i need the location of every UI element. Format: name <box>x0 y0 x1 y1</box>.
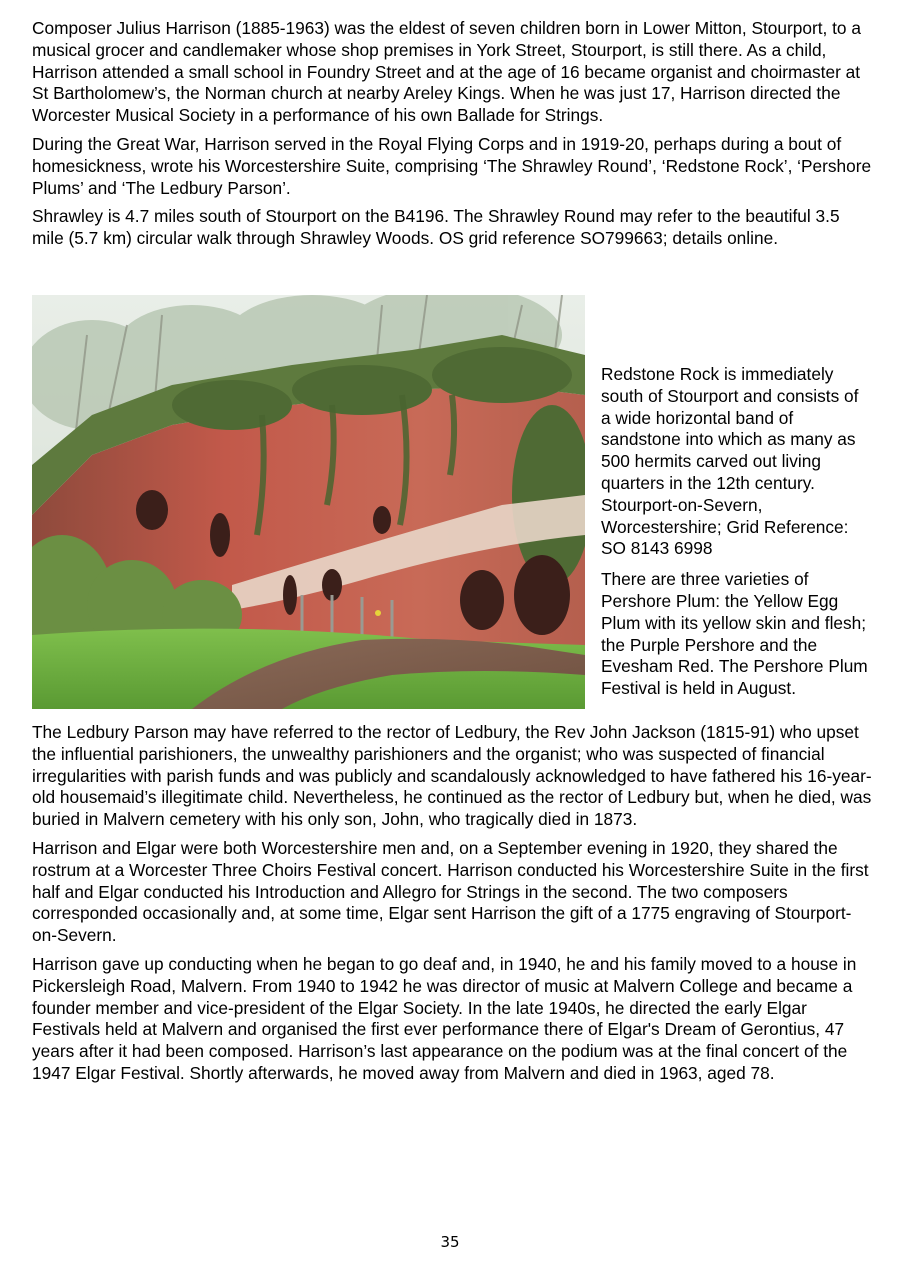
paragraph-harrison-early-life: Composer Julius Harrison (1885-1963) was the eldest of seven children born in Lower Mitton, Stourport, to a musical grocer and candlemaker whose shop premises in York Street, Stourport, is still there. As a child, Harrison attended a small school in Foundry Street and at the age of 16 became organist and choirmaster at St Bartholomew’s, the Norman church at nearby Areley Kings. When he was just 17, Harrison directed the Worcester Musical Society in a performance of his own Ballade for Strings. <box>32 18 861 126</box>
sidebar-text <box>601 364 872 709</box>
paragraph-ledbury-parson: The Ledbury Parson may have referred to the rector of Ledbury, the Rev John Jackson (1815-91) who upset the influential parishioners, the unwealthy parishioners and the organist; who was suspected of financial irregularities with parish funds and was publicly and scandalously acknowledged to have fathered his 16-year-old housemaid’s illegitimate child. Nevertheless, he continued as the rector of Ledbury but, when he died, was buried in Malvern cemetery with his only son, John, who tragically died in 1873. <box>32 721 872 830</box>
figure-with-sidebar-text <box>32 295 872 709</box>
paragraph-great-war-suite: During the Great War, Harrison served in the Royal Flying Corps and in 1919-20, perhaps during a bout of homesickness, wrote his Worcestershire Suite, comprising ‘The Shrawley Round’, ‘Redstone Rock’, ‘Pershore Plums’ and ‘The Ledbury Parson’. <box>32 133 872 198</box>
lower-section <box>32 722 872 1085</box>
redstone-rock-photo <box>32 295 585 709</box>
page-number: 35 <box>440 1233 460 1251</box>
paragraph-malvern: Harrison gave up conducting when he began to go deaf and, in 1940, he and his family moved to a house in Pickersleigh Road, Malvern. From 1940 to 1942 he was director of music at Malvern College and became a founder member and vice-president of the Elgar Society. In the late 1940s, he directed the early Elgar Festivals held at Malvern and organised the first ever performance there of Elgar's Dream of Gerontius, 47 years after it had been composed. Harrison’s last appearance on the podium was at the final concert of the 1947 Elgar Festival. Shortly afterwards, he moved away from Malvern and died in 1963, aged 78. <box>32 953 857 1083</box>
paragraph-harrison-elgar: Harrison and Elgar were both Worcestershire men and, on a September evening in 1920, they shared the rostrum at a Worcester Three Choirs Festival concert. Harrison conducted his Worcestershire Suite in the first half and Elgar conducted his Introduction and Allegro for Strings in the second. The two composers corresponded occasionally and, at some time, Elgar sent Harrison the gift of a 1775 engraving of Stourport-on-Severn. <box>32 837 869 946</box>
paragraph-shrawley: Shrawley is 4.7 miles south of Stourport on the B4196. The Shrawley Round may refer to the beautiful 3.5 mile (5.7 km) circular walk through Shrawley Woods. OS grid reference SO799663; details online. <box>32 206 840 249</box>
paragraph-redstone-rock: Redstone Rock is immediately south of Stourport and consists of a wide horizontal band of sandstone into which as many as 500 hermits carved out living quarters in the 12th century. Stourport-on-Severn, Worcestershire; Grid Reference: SO 8143 6998 <box>601 363 859 559</box>
paragraph-pershore-plums: There are three varieties of Pershore Plum: the Yellow Egg Plum with its yellow skin and flesh; the Purple Pershore and the Evesham Red. The Pershore Plum Festival is held in August. <box>601 569 868 699</box>
document-page <box>32 18 872 1092</box>
section-spacer <box>32 257 872 295</box>
